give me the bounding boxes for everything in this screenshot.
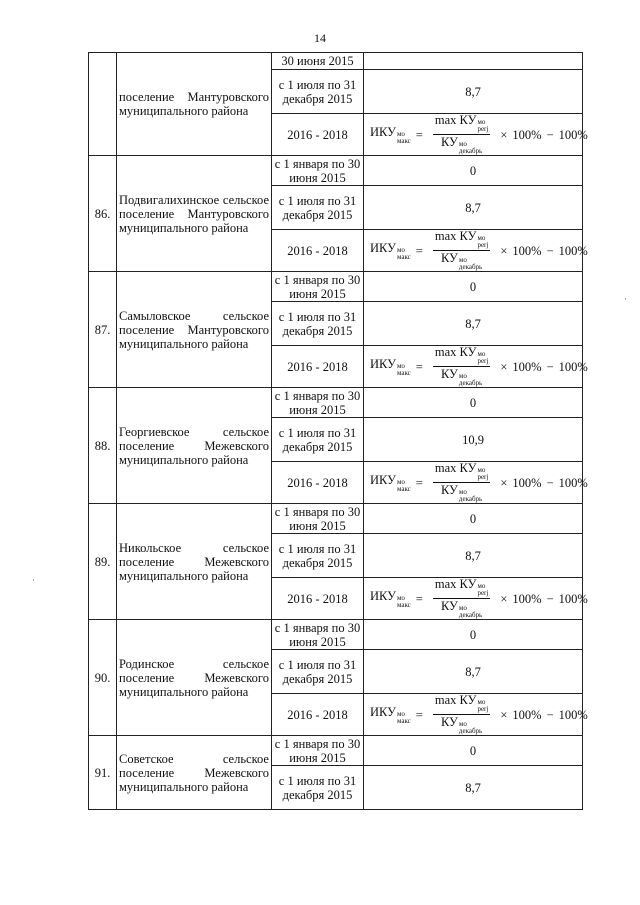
- formula-percent: 100%: [558, 591, 588, 606]
- value-cell: 0: [364, 388, 583, 418]
- period-cell: с 1 июля по 31 декабря 2015: [272, 418, 364, 462]
- row-number: [89, 53, 117, 156]
- table-row: [89, 156, 583, 186]
- formula-lhs: ИКУ мо макс: [370, 124, 411, 145]
- period-cell: 2016 - 2018: [272, 578, 364, 620]
- period-cell: 2016 - 2018: [272, 230, 364, 272]
- value-cell: 8,7: [364, 186, 583, 230]
- formula-cell: [364, 345, 588, 388]
- formula-times: ×: [500, 591, 508, 606]
- formula-lhs: ИКУ мо макс: [370, 240, 411, 261]
- growth-formula: [370, 462, 588, 503]
- settlement-name: поселение Мантуровского муниципального района: [117, 53, 272, 156]
- period-cell: с 1 января по 30 июня 2015: [272, 388, 364, 418]
- formula-numerator: max КУ мо perj: [434, 693, 489, 713]
- formula-percent: 100%: [512, 591, 542, 606]
- formula-cell: [364, 229, 588, 272]
- value-cell: 8,7: [364, 302, 583, 346]
- formula-equals: =: [415, 359, 423, 374]
- formula-numerator: max КУ мо perj: [434, 461, 489, 481]
- formula-minus: −: [546, 707, 554, 722]
- scan-mark: ·: [32, 575, 35, 585]
- formula-equals: =: [415, 591, 423, 606]
- settlement-name: Подвигалихинское сельское поселение Мантуровского муниципального района: [117, 156, 272, 272]
- settlement-name: Георгиевское сельское поселение Межевского муниципального района: [117, 388, 272, 504]
- formula-lhs: ИКУ мо макс: [370, 356, 411, 377]
- period-cell: 2016 - 2018: [272, 346, 364, 388]
- formula-percent: 100%: [512, 707, 542, 722]
- formula-percent: 100%: [558, 127, 588, 142]
- row-number: 91.: [89, 736, 117, 810]
- formula-denominator: КУ мо декабрь: [440, 715, 483, 735]
- formula-lhs: ИКУ мо макс: [370, 588, 411, 609]
- formula-percent: 100%: [558, 243, 588, 258]
- value-cell: 8,7: [364, 534, 583, 578]
- period-cell: с 1 января по 30 июня 2015: [272, 156, 364, 186]
- period-cell: 2016 - 2018: [272, 462, 364, 504]
- formula-fraction: [433, 578, 490, 619]
- period-cell: с 1 января по 30 июня 2015: [272, 736, 364, 766]
- period-cell: 2016 - 2018: [272, 114, 364, 156]
- formula-denominator: КУ мо декабрь: [440, 367, 483, 387]
- table-row: [89, 504, 583, 534]
- formula-numerator: max КУ мо perj: [434, 113, 489, 133]
- table-row: [89, 736, 583, 766]
- formula-times: ×: [500, 127, 508, 142]
- formula-denominator: КУ мо декабрь: [440, 483, 483, 503]
- period-cell: с 1 июля по 31 декабря 2015: [272, 302, 364, 346]
- row-number: 89.: [89, 504, 117, 620]
- growth-formula: [370, 578, 588, 619]
- formula-minus: −: [546, 127, 554, 142]
- table-row: [89, 53, 583, 70]
- settlement-name: Самыловское сельское поселение Мантуровского муниципального района: [117, 272, 272, 388]
- value-cell: 0: [364, 620, 583, 650]
- formula-cell: [364, 461, 588, 504]
- page-number: 14: [314, 31, 326, 45]
- tariff-table: [88, 52, 588, 810]
- formula-cell: [364, 577, 588, 620]
- row-number: 88.: [89, 388, 117, 504]
- formula-numerator: max КУ мо perj: [434, 577, 489, 597]
- formula-percent: 100%: [512, 475, 542, 490]
- formula-fraction: [433, 462, 490, 503]
- tariff-table-body: [89, 53, 588, 810]
- formula-fraction: [433, 230, 490, 271]
- period-cell: с 1 июля по 31 декабря 2015: [272, 766, 364, 810]
- formula-fraction: [433, 694, 490, 735]
- formula-percent: 100%: [558, 707, 588, 722]
- growth-formula: [370, 694, 588, 735]
- period-cell: с 1 июля по 31 декабря 2015: [272, 70, 364, 114]
- period-cell: с 1 января по 30 июня 2015: [272, 272, 364, 302]
- row-number: 90.: [89, 620, 117, 736]
- period-cell: с 1 июля по 31 декабря 2015: [272, 534, 364, 578]
- formula-denominator: КУ мо декабрь: [440, 599, 483, 619]
- settlement-name: Советское сельское поселение Межевского муниципального района: [117, 736, 272, 810]
- period-cell: с 1 июля по 31 декабря 2015: [272, 186, 364, 230]
- value-cell: 10,9: [364, 418, 583, 462]
- formula-percent: 100%: [512, 359, 542, 374]
- formula-minus: −: [546, 359, 554, 374]
- period-cell: с 1 января по 30 июня 2015: [272, 620, 364, 650]
- formula-denominator: КУ мо декабрь: [440, 135, 483, 155]
- period-cell: с 1 января по 30 июня 2015: [272, 504, 364, 534]
- growth-formula: [370, 114, 588, 155]
- settlement-name: Никольское сельское поселение Межевского муниципального района: [117, 504, 272, 620]
- formula-lhs: ИКУ мо макс: [370, 472, 411, 493]
- formula-cell: [364, 693, 588, 736]
- period-cell: 30 июня 2015: [272, 53, 364, 70]
- value-cell: 0: [364, 504, 583, 534]
- table-row: [89, 620, 583, 650]
- period-cell: 2016 - 2018: [272, 694, 364, 736]
- row-number: 86.: [89, 156, 117, 272]
- formula-fraction: [433, 114, 490, 155]
- formula-percent: 100%: [512, 127, 542, 142]
- formula-numerator: max КУ мо perj: [434, 345, 489, 365]
- period-cell: с 1 июля по 31 декабря 2015: [272, 650, 364, 694]
- formula-times: ×: [500, 475, 508, 490]
- growth-formula: [370, 230, 588, 271]
- value-cell: [364, 53, 583, 70]
- table-row: [89, 272, 583, 302]
- formula-minus: −: [546, 243, 554, 258]
- formula-denominator: КУ мо декабрь: [440, 251, 483, 271]
- formula-minus: −: [546, 475, 554, 490]
- table-row: [89, 388, 583, 418]
- formula-times: ×: [500, 359, 508, 374]
- formula-lhs: ИКУ мо макс: [370, 704, 411, 725]
- formula-equals: =: [415, 475, 423, 490]
- formula-equals: =: [415, 243, 423, 258]
- formula-percent: 100%: [512, 243, 542, 258]
- row-number: 87.: [89, 272, 117, 388]
- formula-times: ×: [500, 707, 508, 722]
- scan-mark: ·: [624, 294, 627, 304]
- formula-percent: 100%: [558, 475, 588, 490]
- formula-numerator: max КУ мо perj: [434, 229, 489, 249]
- value-cell: 0: [364, 272, 583, 302]
- formula-equals: =: [415, 707, 423, 722]
- formula-times: ×: [500, 243, 508, 258]
- growth-formula: [370, 346, 588, 387]
- settlement-name: Родинское сельское поселение Межевского муниципального района: [117, 620, 272, 736]
- value-cell: 8,7: [364, 766, 583, 810]
- formula-equals: =: [415, 127, 423, 142]
- formula-percent: 100%: [558, 359, 588, 374]
- formula-fraction: [433, 346, 490, 387]
- value-cell: 0: [364, 156, 583, 186]
- value-cell: 8,7: [364, 650, 583, 694]
- formula-cell: [364, 113, 588, 156]
- formula-minus: −: [546, 591, 554, 606]
- value-cell: 0: [364, 736, 583, 766]
- value-cell: 8,7: [364, 70, 583, 114]
